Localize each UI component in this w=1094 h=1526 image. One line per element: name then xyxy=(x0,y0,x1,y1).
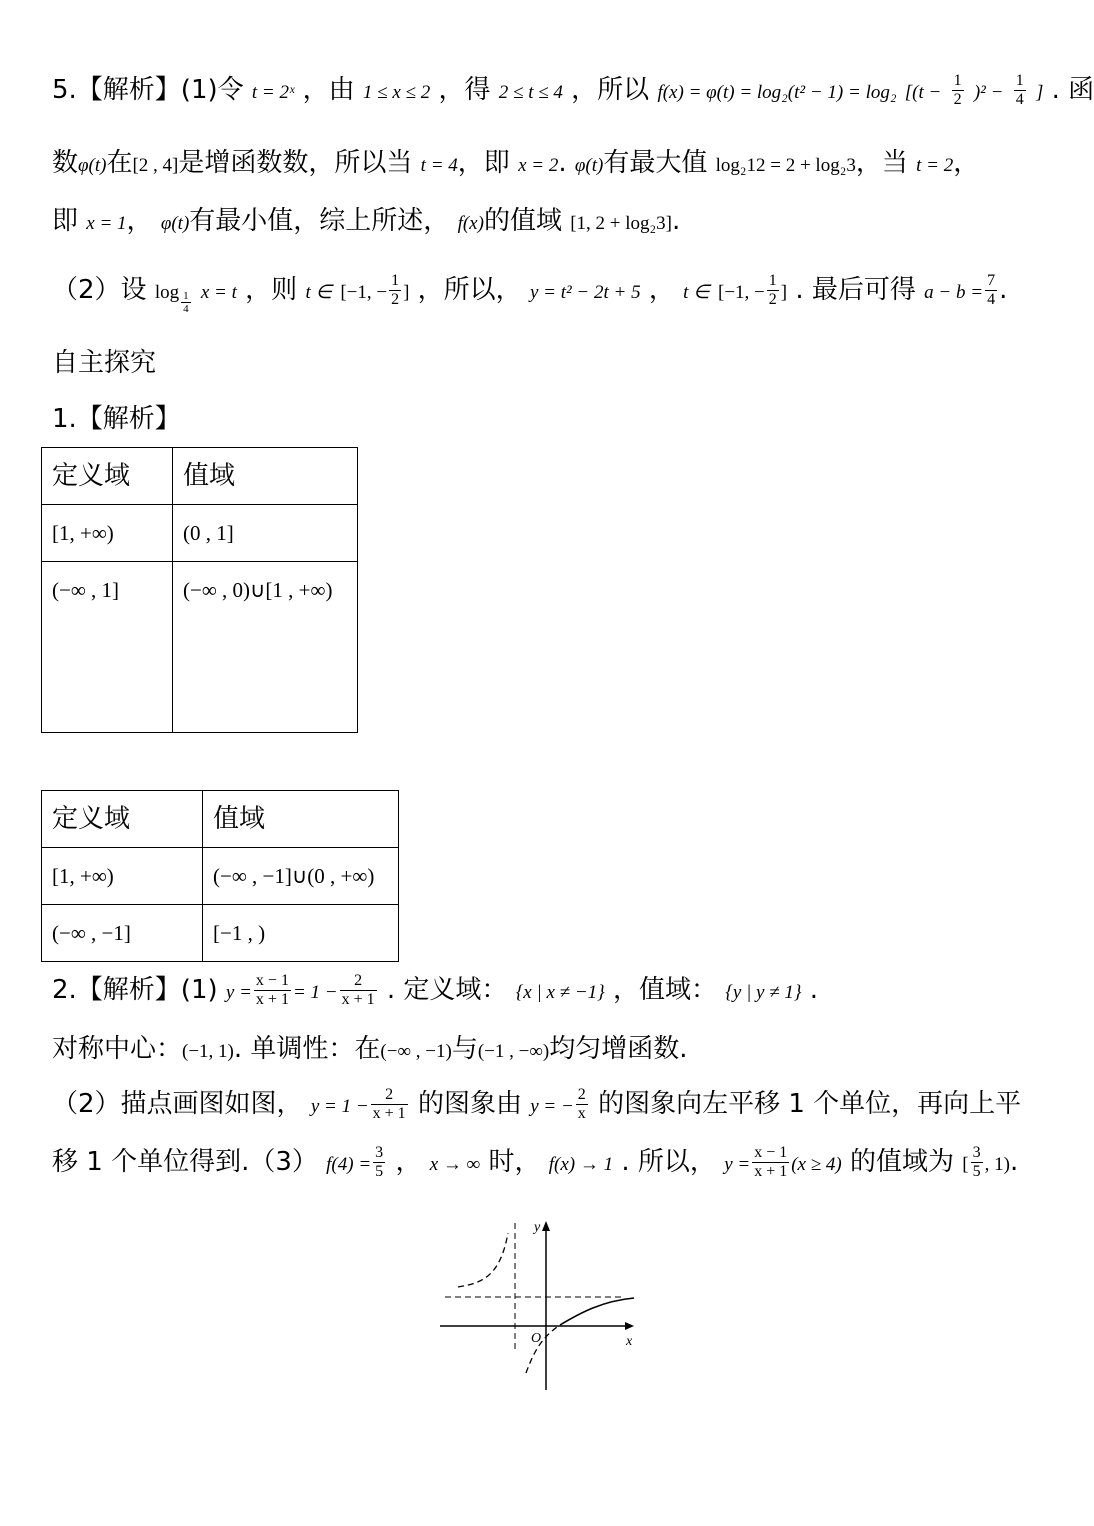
fraction-quarter: $\frac{1}{4}$ xyxy=(1015,72,1024,108)
table1-cell: [1, +∞) xyxy=(42,505,173,562)
table2-cell: [−1 , ) xyxy=(203,905,399,962)
math-t-def: t = 2ˣ xyxy=(251,82,295,103)
table1-header-range: 值域 xyxy=(173,448,358,505)
math-domain: {x | x ≠ −1} xyxy=(515,982,605,1003)
table1-cell: (0 , 1] xyxy=(173,505,358,562)
s5-line-1: 5.【解析】(1)令 t = 2ˣ ，由 1 ≤ x ≤ 2 ，得 2 ≤ t ≤ 4 ，所以 f(x) = φ(t) = log₂(t² − 1) = log₂ [(t − $\frac{1}{2}$ )² − $\frac{1}{4}$ ] . 函 xyxy=(52,72,1094,108)
s5-part-2: （2）设 log $\frac{1}{4}$ x = t ，则 t ∈ [−1, − $\frac{1}{2}$ ] ，所以， y = t² − 2t + 5 ， t ∈ [−1, − $\frac{1}{2}$ ] . 最后可得 a − b = $\frac{7}{4}$ . xyxy=(52,272,1008,315)
domain-range-table-2 xyxy=(41,790,399,962)
math-range: {y | y ≠ 1} xyxy=(725,982,802,1003)
table2-header-range: 值域 xyxy=(203,791,399,848)
domain-range-table-1 xyxy=(41,447,358,733)
s2-line-2: 对称中心：(−1, 1). 单调性：在(−∞ , −1)与(−1 , −∞)均匀增函数. xyxy=(52,1034,688,1064)
math-t-range: 2 ≤ t ≤ 4 xyxy=(498,82,563,103)
y-axis-label: y xyxy=(534,1220,541,1235)
curve-right-branch-solid xyxy=(560,1298,634,1325)
table1-cell: (−∞ , 1] xyxy=(42,562,173,733)
table2-header-domain: 定义域 xyxy=(42,791,203,848)
fraction-log-base: $\frac{1}{4}$ xyxy=(183,290,189,315)
curve-left-branch xyxy=(458,1233,508,1287)
table2-cell: [1, +∞) xyxy=(42,848,203,905)
s5-line-2: 数φ(t)在[2 , 4]是增函数数，所以当 t = 4，即 x = 2. φ(t)有最大值 log₂12 = 2 + log₂3，当 t = 2， xyxy=(52,148,980,178)
x-axis-label: x xyxy=(626,1334,633,1349)
math-x-range: 1 ≤ x ≤ 2 xyxy=(362,82,431,103)
table1-cell: (−∞ , 0)∪[1 , +∞) xyxy=(173,562,358,733)
math-range-final: [1, 2 + log₂3] xyxy=(570,213,672,234)
s5-line-3: 即 x = 1， φ(t)有最小值，综上所述， f(x)的值域 [1, 2 + log₂3]. xyxy=(52,206,681,236)
origin-label: O xyxy=(531,1331,542,1346)
table2-cell: (−∞ , −1] xyxy=(42,905,203,962)
table2-cell: (−∞ , −1]∪(0 , +∞) xyxy=(203,848,399,905)
s2-line-4: 移 1 个单位得到.（3） f(4) = $\frac{3}{5}$ ， x → ∞ 时， f(x) → 1 . 所以， y = $\frac{x - 1}{x + 1}$ (x ≥ 4) 的值域为 [ $\frac{3}{5}$ , 1). xyxy=(52,1144,1019,1180)
s2-line-1: 2.【解析】(1) y = $\frac{x - 1}{x + 1}$ = 1 − $\frac{2}{x + 1}$ . 定义域： {x | x ≠ −1} ，值域： {y | y ≠ 1} . xyxy=(52,972,819,1008)
function-graph xyxy=(430,1215,650,1395)
y-axis-arrow-icon xyxy=(542,1221,550,1231)
x-axis-arrow-icon xyxy=(625,1322,634,1330)
section-title-1: 1.【解析】 xyxy=(52,404,181,434)
math-f-expr: f(x) = φ(t) = log₂(t² − 1) = log₂ xyxy=(657,82,897,103)
math-max-value: log₂12 = 2 + log₂3 xyxy=(715,155,856,176)
section-title-explore: 自主探究 xyxy=(52,348,157,378)
s2-line-3: （2）描点画图如图， y = 1 − $\frac{2}{x + 1}$ 的图象由 y = − $\frac{2}{x}$ 的图象向左平移 1 个单位，再向上平 xyxy=(52,1086,1022,1122)
fraction-half: $\frac{1}{2}$ xyxy=(953,72,962,108)
table1-header-domain: 定义域 xyxy=(42,448,173,505)
